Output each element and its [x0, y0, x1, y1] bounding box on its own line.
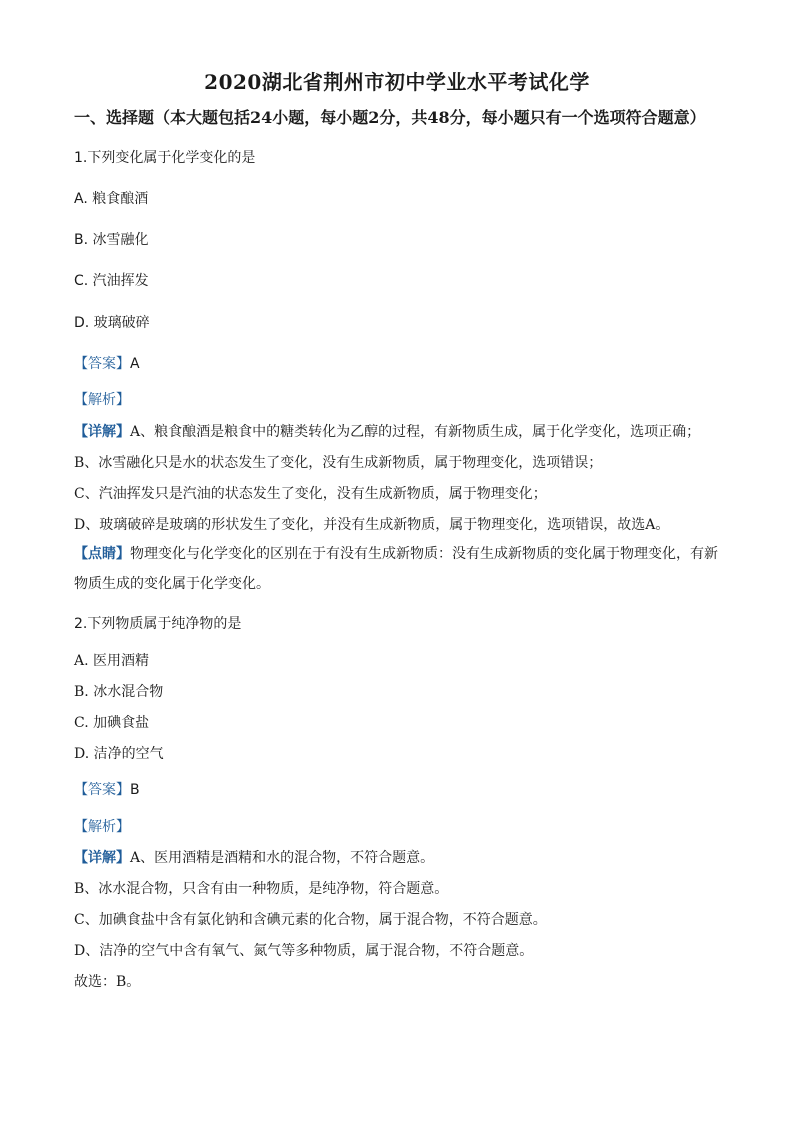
q1-detail-line-4: D、玻璃破碎是玻璃的形状发生了变化，并没有生成新物质，属于物理变化，选项错误，故选A。	[74, 517, 670, 533]
question-1-stem: 1.下列变化属于化学变化的是	[74, 150, 256, 166]
q2-detail-line-1	[74, 847, 434, 867]
q2-detail-line-2: B、冰水混合物，只含有由一种物质，是纯净物，符合题意。	[74, 881, 449, 897]
detail-text: A、医用酒精是酒精和水的混合物，不符合题意。	[130, 850, 435, 866]
q1-option-b: B. 冰雪融化	[74, 232, 149, 248]
q2-analysis-tag	[74, 816, 130, 836]
answer-tag: 【答案】	[74, 356, 130, 372]
q1-tip	[74, 539, 724, 599]
q2-conclusion: 故选：B。	[74, 974, 141, 990]
tip-tag: 【点睛】	[74, 546, 130, 562]
detail-tag: 【详解】	[74, 850, 130, 866]
q1-detail-line-1	[74, 421, 700, 441]
q2-detail-line-4: D、洁净的空气中含有氧气、氮气等多种物质，属于混合物，不符合题意。	[74, 943, 534, 959]
question-2-stem: 2.下列物质属于纯净物的是	[74, 616, 242, 632]
q1-answer	[74, 353, 140, 373]
section-heading: 一、选择题（本大题包括24小题，每小题2分，共48分，每小题只有一个选项符合题意）	[74, 108, 706, 127]
q1-option-c: C. 汽油挥发	[74, 273, 149, 289]
q2-answer	[74, 779, 140, 799]
answer-value: B	[130, 782, 140, 798]
q2-option-d: D. 洁净的空气	[74, 746, 164, 762]
q1-detail-line-3: C、汽油挥发只是汽油的状态发生了变化，没有生成新物质，属于物理变化；	[74, 486, 547, 502]
q1-detail-line-2: B、冰雪融化只是水的状态发生了变化，没有生成新物质，属于物理变化，选项错误；	[74, 455, 603, 471]
detail-text: A、粮食酿酒是粮食中的糖类转化为乙醇的过程，有新物质生成，属于化学变化，选项正确；	[130, 424, 701, 440]
q2-option-a: A. 医用酒精	[74, 653, 150, 669]
tip-text: 物理变化与化学变化的区别在于有没有生成新物质：没有生成新物质的变化属于物理变化，有新物质生成的变化属于化学变化。	[74, 546, 718, 592]
q2-option-c: C. 加碘食盐	[74, 715, 150, 731]
q1-option-a: A. 粮食酿酒	[74, 191, 149, 207]
page-title: 2020湖北省荆州市初中学业水平考试化学	[204, 70, 590, 94]
analysis-tag: 【解析】	[74, 392, 130, 408]
q2-detail-line-3: C、加碘食盐中含有氯化钠和含碘元素的化合物，属于混合物，不符合题意。	[74, 912, 547, 928]
answer-value: A	[130, 356, 140, 372]
q1-option-d: D. 玻璃破碎	[74, 315, 150, 331]
detail-tag: 【详解】	[74, 424, 130, 440]
q1-analysis-tag	[74, 389, 130, 409]
analysis-tag: 【解析】	[74, 819, 130, 835]
answer-tag: 【答案】	[74, 782, 130, 798]
q2-option-b: B. 冰水混合物	[74, 684, 164, 700]
